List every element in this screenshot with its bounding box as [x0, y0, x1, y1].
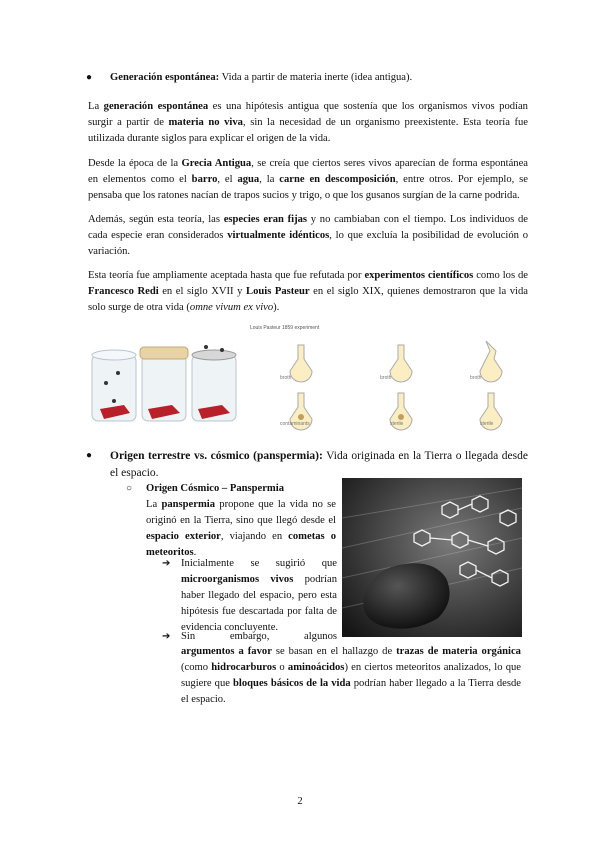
heading-bold: Generación espontánea:: [110, 72, 220, 83]
pasteur-caption: broth: [470, 375, 482, 381]
pasteur-caption: sterile: [480, 421, 494, 427]
pasteur-caption: contaminants: [280, 421, 310, 427]
heading-bold: Origen terrestre vs. cósmico (panspermia):: [110, 450, 323, 462]
experiments-figure: [88, 325, 518, 431]
pasteur-experiment-illustration: [250, 325, 518, 431]
bullet-dot-icon: ●: [86, 72, 93, 83]
page-number: 2: [297, 796, 303, 807]
arrow-bullet-icon: ➔: [162, 631, 171, 642]
pasteur-caption: broth: [280, 375, 292, 381]
arrow-item-2-start: Sin embargo, algunos: [181, 631, 337, 642]
paragraph-4: Esta teoría fue ampliamente aceptada hasta que fue refutada por experimentos científicos como los de Francesco Redi en el siglo XVII y Louis Pasteur en el siglo XIX, quienes demostraron que la vida solo surge de otra vida (omne vivum ex vivo).: [88, 270, 529, 313]
meteorite-molecules-image: [342, 478, 522, 637]
circle-bullet-icon: ○: [126, 483, 133, 494]
arrow-item-2: argumentos a favor se basan en el hallazgo de trazas de materia orgánica (como hidrocarburos o aminoácidos) en ciertos meteoritos analizados, lo que sugiere que bloques básicos de la vida podrían haber llegado a la Tierra desde el espacio.: [181, 646, 521, 705]
pasteur-title: Louis Pasteur 1859 experiment: [250, 325, 320, 331]
paragraph-1: La generación espontánea es una hipótesis antigua que sostenía que los organismos vivos podían surgir a partir de materia no viva, sin la necesidad de un organismo preexistente. Esta teoría fue utilizada durante siglos para explicar el origen de la vida.: [88, 101, 528, 144]
arrow-item-1: Inicialmente se sugirió que microorganismos vivos podrían haber llegado del espacio, pero esta hipótesis fue descartada por falta de evidencia concluyente.: [181, 558, 337, 633]
heading-rest: Vida a partir de materia inerte (idea antigua).: [219, 72, 413, 83]
pasteur-caption: broth: [380, 375, 392, 381]
paragraph-3: Además, según esta teoría, las especies eran fijas y no cambiaban con el tiempo. Los individuos de cada especie eran considerados virtualmente idénticos, lo que excluía la posibilidad de evolución o variación.: [88, 214, 528, 257]
panspermia-intro: La panspermia propone que la vida no se originó en la Tierra, sino que llegó desde el espacio exterior, viajando en cometas o meteoritos.: [146, 499, 336, 558]
redi-jars-illustration: [88, 343, 244, 431]
arrow-bullet-icon: ➔: [162, 558, 171, 569]
pasteur-caption: sterile: [390, 421, 404, 427]
paragraph-2: Desde la época de la Grecia Antigua, se creía que ciertos seres vivos aparecían de forma espontánea en elementos como el barro, el agua, la carne en descomposición, entre otros. Por ejemplo, se pensaba que los ratones nacían de trapos sucios y trigo, o que los gusanos surgían de la carne podrida.: [88, 158, 528, 201]
subheading-panspermia: Origen Cósmico – Panspermia: [146, 483, 284, 494]
heading-rest: Vida originada en la Tierra o llegada desde el espacio.: [110, 450, 528, 480]
bullet-dot-icon: ●: [86, 450, 93, 461]
